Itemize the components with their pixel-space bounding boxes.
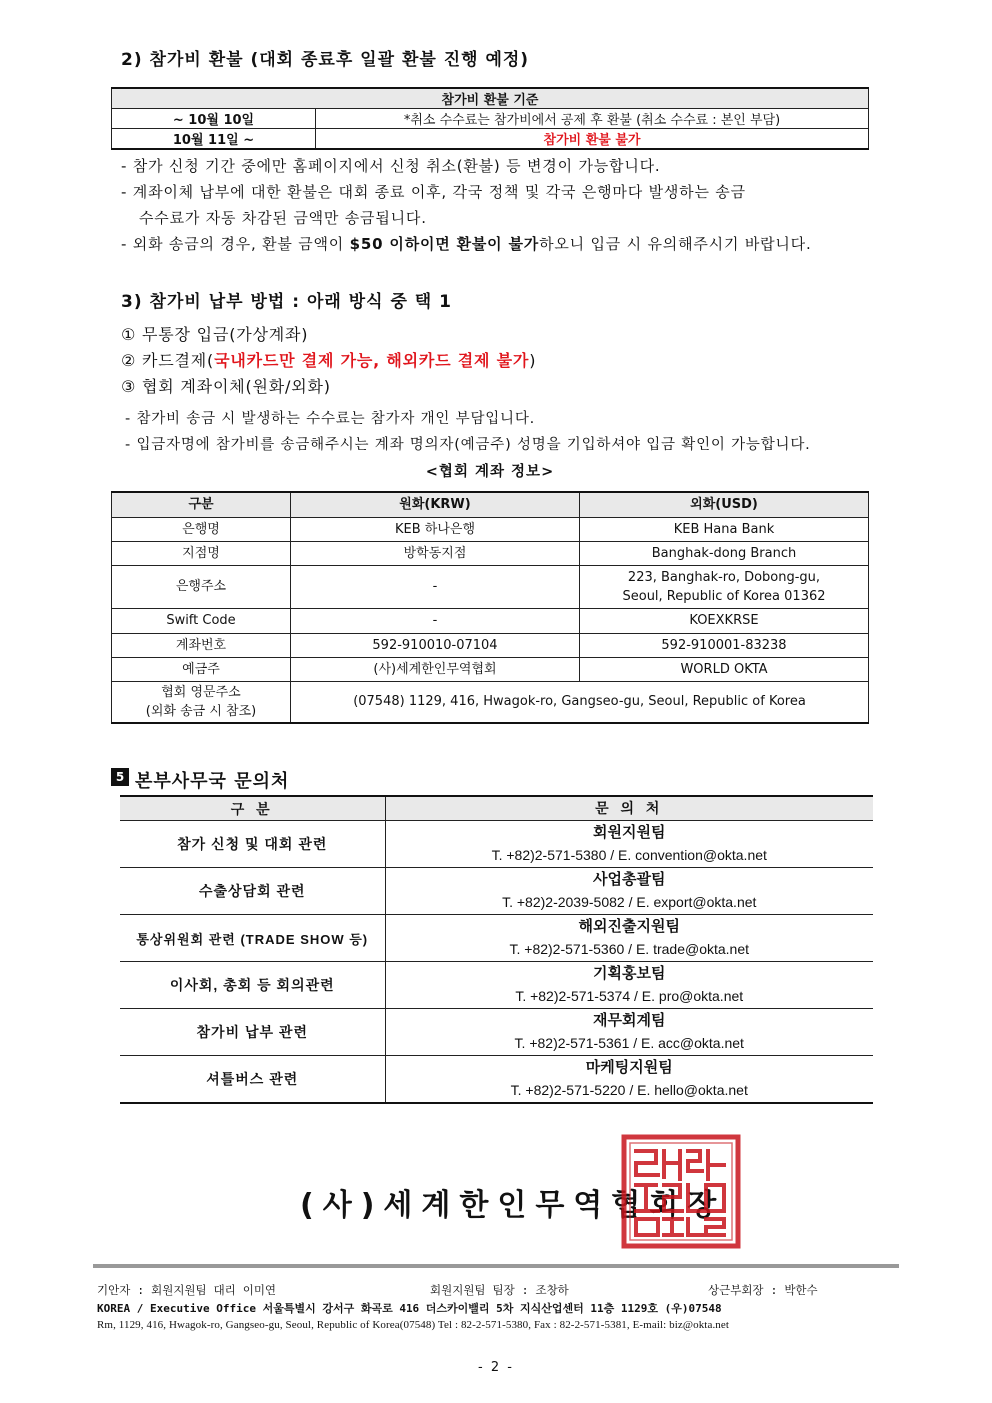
footer-address-en: Rm, 1129, 416, Hwagok-ro, Gangseo-gu, Seoul, Republic of Korea(07548) Tel : 82-2-571-5380, Fax : 82-2-571-5381, E-mail: biz@okta.net [97, 1319, 730, 1331]
krw-value: - [291, 565, 580, 608]
table-row [112, 109, 869, 129]
contact-info [385, 868, 873, 915]
table-row [112, 633, 869, 657]
row-label: Swift Code [112, 608, 291, 633]
column-header: 구 분 [120, 796, 385, 821]
krw-value: - [291, 608, 580, 633]
contact-info [385, 1056, 873, 1104]
refund-note: 수수료가 자동 차감된 금액만 송금됩니다. [139, 209, 427, 227]
footer-divider [93, 1264, 899, 1268]
row-label: 은행주소 [112, 565, 291, 608]
contact-info [385, 1009, 873, 1056]
refund-period: ~ 10월 10일 [112, 109, 316, 129]
row-label: 지점명 [112, 541, 291, 565]
option-warning: 국내카드만 결제 가능, 해외카드 결제 불가 [214, 351, 530, 370]
krw-value: KEB 하나은행 [291, 517, 580, 541]
payment-option: ① 무통장 입금(가상계좌) [121, 325, 309, 344]
option-text: ② 카드결제( [121, 351, 215, 370]
payment-note: - 참가비 송금 시 발생하는 수수료는 참가자 개인 부담입니다. [125, 411, 536, 427]
table-row [120, 821, 873, 868]
column-header: 원화(KRW) [291, 492, 580, 517]
team-name: 사업총괄팀 [593, 871, 666, 888]
payment-note: - 입금자명에 참가비를 송금해주시는 계좌 명의자(예금주) 성명을 기입하셔야 입금 확인이 가능합니다. [125, 437, 811, 453]
column-header: 외화(USD) [580, 492, 869, 517]
refund-table-title: 참가비 환불 기준 [112, 88, 869, 109]
table-row [120, 962, 873, 1009]
team-name: 회원지원팀 [593, 824, 666, 841]
refund-policy: *취소 수수료는 참가비에서 공제 후 환불 (취소 수수료 : 본인 부담) [316, 109, 869, 129]
note-bold: $50 이하이면 환불이 불가 [349, 235, 540, 253]
contact-table [120, 795, 873, 1104]
signature-org: (사)세계한인무역협회장 [300, 1188, 726, 1223]
refund-note-foreign [121, 231, 911, 257]
payment-option [121, 348, 536, 374]
option-text: ) [529, 351, 537, 370]
label-line: (외화 송금 시 참조) [145, 703, 257, 719]
contact-category: 수출상담회 관련 [120, 868, 385, 915]
label-line: 협회 영문주소 [161, 684, 241, 700]
refund-note: - 참가 신청 기간 중에만 홈페이지에서 신청 취소(환불) 등 변경이 가능합니다. [121, 157, 661, 175]
table-row [112, 541, 869, 565]
contact-category: 셔틀버스 관련 [120, 1056, 385, 1104]
team-name: 재무회계팀 [593, 1012, 666, 1029]
account-table [111, 491, 869, 724]
contact-detail: T. +82)2-571-5380 / E. convention@okta.net [491, 847, 767, 863]
section-number-badge: 5 [111, 768, 129, 786]
contact-category: 참가 신청 및 대회 관련 [120, 821, 385, 868]
refund-table [111, 87, 869, 150]
usd-value: Banghak-dong Branch [580, 541, 869, 565]
account-title: <협회 계좌 정보> [425, 464, 555, 480]
table-row [112, 681, 869, 723]
row-label: 은행명 [112, 517, 291, 541]
footer-address-ko: KOREA / Executive Office 서울특별시 강서구 화곡로 416 더스카이밸리 5차 지식산업센터 11층 1129호 (우)07548 [97, 1302, 722, 1315]
table-row [120, 1056, 873, 1104]
contact-info [385, 915, 873, 962]
note-text: - 외화 송금의 경우, 환불 금액이 [121, 235, 350, 253]
table-row [120, 915, 873, 962]
refund-period: 10월 11일 ~ [112, 129, 316, 150]
table-row [112, 129, 869, 150]
contact-category: 참가비 납부 관련 [120, 1009, 385, 1056]
contact-info [385, 821, 873, 868]
contact-detail: T. +82)2-571-5360 / E. trade@okta.net [509, 941, 750, 957]
row-label: 예금주 [112, 657, 291, 681]
footer-approvals [97, 1282, 897, 1298]
team-name: 해외진출지원팀 [578, 918, 680, 935]
table-row [112, 517, 869, 541]
footer-drafter: 기안자 : 회원지원팀 대리 이미연 [97, 1283, 277, 1297]
address-line: 223, Banghak-ro, Dobong-gu, [627, 569, 821, 585]
contact-heading: 본부사무국 문의처 [135, 771, 290, 792]
contact-detail: T. +82)2-571-5374 / E. pro@okta.net [515, 988, 744, 1004]
footer-manager: 회원지원팀 팀장 : 조창하 [430, 1283, 569, 1297]
refund-policy: 참가비 환불 불가 [316, 129, 869, 150]
krw-value: 592-910010-07104 [291, 633, 580, 657]
usd-value: 592-910001-83238 [580, 633, 869, 657]
usd-value: WORLD OKTA [580, 657, 869, 681]
krw-value: (사)세계한인무역협회 [291, 657, 580, 681]
row-label [112, 681, 291, 723]
refund-heading: 2) 참가비 환불 (대회 종료후 일괄 환불 진행 예정) [121, 50, 530, 70]
payment-heading: 3) 참가비 납부 방법 : 아래 방식 중 택 1 [121, 292, 452, 312]
official-seal [620, 1133, 742, 1250]
contact-detail: T. +82)2-571-5220 / E. hello@okta.net [510, 1082, 748, 1098]
table-row [112, 565, 869, 608]
footer-vp: 상근부회장 : 박한수 [708, 1283, 818, 1297]
table-row [120, 868, 873, 915]
team-name: 기획홍보팀 [593, 965, 666, 982]
usd-value: KOEXKRSE [580, 608, 869, 633]
contact-category: 통상위원회 관련 (TRADE SHOW 등) [120, 915, 385, 962]
page-number: - 2 - [478, 1360, 514, 1375]
usd-value [580, 565, 869, 608]
contact-detail: T. +82)2-2039-5082 / E. export@okta.net [502, 894, 757, 910]
payment-options [121, 322, 536, 400]
refund-notes [121, 153, 911, 257]
contact-info [385, 962, 873, 1009]
address-line: Seoul, Republic of Korea 01362 [622, 588, 826, 604]
table-row [112, 608, 869, 633]
note-text: 하오니 입금 시 유의해주시기 바랍니다. [539, 235, 812, 253]
row-label: 계좌번호 [112, 633, 291, 657]
contact-detail: T. +82)2-571-5361 / E. acc@okta.net [514, 1035, 744, 1051]
contact-category: 이사회, 총회 등 회의관련 [120, 962, 385, 1009]
table-row [112, 657, 869, 681]
refund-note: - 계좌이체 납부에 대한 환불은 대회 종료 이후, 각국 정책 및 각국 은행마다 발생하는 송금 [121, 183, 746, 201]
column-header: 구분 [112, 492, 291, 517]
seal-icon [620, 1133, 742, 1250]
usd-value: KEB Hana Bank [580, 517, 869, 541]
address-value: (07548) 1129, 416, Hwagok-ro, Gangseo-gu, Seoul, Republic of Korea [291, 681, 869, 723]
payment-option: ③ 협회 계좌이체(원화/외화) [121, 377, 331, 396]
team-name: 마케팅지원팀 [585, 1059, 673, 1076]
payment-notes [125, 406, 811, 458]
krw-value: 방학동지점 [291, 541, 580, 565]
table-row [120, 1009, 873, 1056]
column-header: 문 의 처 [385, 796, 873, 821]
